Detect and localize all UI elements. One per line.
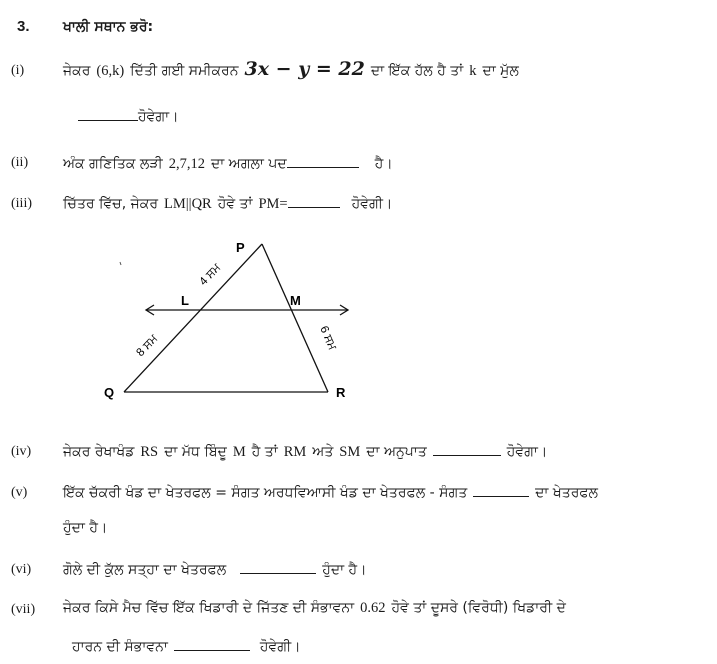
stray-mark	[120, 262, 121, 265]
item-vi-text-2: ਹੁੰਦਾ ਹੈ।	[322, 562, 367, 578]
item-label-vi: (vi)	[11, 562, 32, 577]
side-pr	[262, 244, 328, 392]
item-i-text-1: ਜੇਕਰ	[63, 63, 91, 79]
item-iv-text-4: ਅਤੇ	[312, 444, 334, 460]
item-iv-text-5: ਦਾ ਅਨੁਪਾਤ	[366, 444, 427, 460]
item-i-text-5: ਹੋਵੇਗਾ।	[138, 109, 179, 125]
answer-blank-vi[interactable]	[240, 560, 316, 574]
item-label-v: (v)	[11, 485, 28, 500]
vertex-p: P	[236, 240, 245, 255]
item-vii-probability: 0.62	[360, 600, 386, 616]
item-ii-text-3: ਹੈ।	[374, 156, 393, 172]
item-label-vii: (vii)	[11, 602, 36, 617]
item-ii-sequence: 2,7,12	[168, 156, 205, 172]
item-iv-text-6: ਹੋਵੇਗਾ।	[506, 444, 548, 460]
item-iv-text-2: ਦਾ ਮੱਧ ਬਿੰਦੂ	[164, 444, 227, 460]
point-l: L	[181, 293, 189, 308]
item-vii-line2	[72, 637, 301, 655]
item-i-point: (6,k)	[96, 63, 125, 79]
vertex-q: Q	[104, 385, 115, 400]
item-i-equation: 3x − y = 22	[244, 58, 365, 80]
item-iii-text-1: ਚਿੱਤਰ ਵਿੱਚ, ਜੇਕਰ	[63, 196, 159, 212]
item-label-ii: (ii)	[11, 155, 29, 170]
side-pq	[124, 244, 262, 392]
item-iv-rs: RS	[140, 444, 159, 460]
item-iv-m: M	[232, 444, 246, 460]
item-ii-text-2: ਦਾ ਅਗਲਾ ਪਦ	[210, 156, 287, 172]
item-iv-sm: SM	[339, 444, 361, 460]
item-i-text-2: ਦਿੱਤੀ ਗਈ ਸਮੀਕਰਨ	[130, 63, 239, 79]
answer-blank-iv[interactable]	[433, 442, 501, 456]
item-iii-text-3: ਹੋਵੇਗੀ।	[351, 196, 393, 212]
side-pl-length: 4 ਸਮ	[197, 261, 224, 289]
item-iii-text-2: ਹੋਵੇ ਤਾਂ	[217, 196, 253, 212]
item-label-i: (i)	[11, 63, 25, 78]
item-v-line1	[63, 483, 598, 501]
question-title: ਖਾਲੀ ਸਥਾਨ ਭਰੋ:	[63, 19, 154, 35]
item-i-text-3: ਦਾ ਇੱਕ ਹੱਲ ਹੈ ਤਾਂ	[370, 63, 464, 79]
item-iii-pm: PM=	[258, 196, 288, 212]
item-vii-text-3: ਹਾਰਨ ਦੀ ਸੰਭਾਵਨਾ	[72, 639, 168, 655]
vertex-r: R	[336, 385, 346, 400]
item-i-variable: k	[469, 63, 477, 79]
item-vii-line1	[63, 600, 566, 617]
side-mr-length: 6 ਸਮ	[317, 324, 339, 352]
item-vi-line	[63, 560, 367, 578]
item-label-iii: (iii)	[11, 196, 32, 211]
question-number: 3.	[17, 18, 30, 35]
side-lq-length: 8 ਸਮ	[134, 332, 161, 360]
item-v-text-1: ਇੱਕ ਚੱਕਰੀ ਖੰਡ ਦਾ ਖੇਤਰਫਲ = ਸੰਗਤ ਅਰਧਵਿਆਸੀ ਖੰਡ ਦਾ ਖੇਤਰਫਲ - ਸੰਗਤ	[63, 485, 468, 501]
item-iii-parallel: LM||QR	[164, 196, 212, 212]
answer-blank-vii[interactable]	[174, 637, 250, 651]
item-vi-text-1: ਗੋਲੇ ਦੀ ਕੁੱਲ ਸਤ੍ਹਾ ਦਾ ਖੇਤਰਫਲ	[63, 562, 227, 578]
point-m: M	[290, 293, 301, 308]
answer-blank-v[interactable]	[473, 483, 529, 497]
item-vii-text-1: ਜੇਕਰ ਕਿਸੇ ਮੈਚ ਵਿੱਚ ਇੱਕ ਖਿਡਾਰੀ ਦੇ ਜਿੱਤਣ ਦੀ ਸੰਭਾਵਨਾ	[63, 600, 355, 616]
item-vii-text-2: ਹੋਵੇ ਤਾਂ ਦੂਸਰੇ (ਵਿਰੋਧੀ) ਖਿਡਾਰੀ ਦੇ	[391, 600, 566, 616]
item-ii-text-1: ਅੰਕ ਗਣਿਤਿਕ ਲੜੀ	[63, 156, 163, 172]
item-label-iv: (iv)	[11, 444, 32, 459]
item-iv-text-3: ਹੈ ਤਾਂ	[251, 444, 278, 460]
item-iv-text-1: ਜੇਕਰ ਰੇਖਾਖੰਡ	[63, 444, 135, 460]
item-iv-rm: RM	[283, 444, 307, 460]
item-i-text-4: ਦਾ ਮੁੱਲ	[482, 63, 519, 79]
item-v-line2: ਹੁੰਦਾ ਹੈ।	[63, 520, 108, 536]
item-v-text-2: ਦਾ ਖੇਤਰਫਲ	[535, 485, 599, 501]
item-iv-line	[63, 442, 547, 461]
item-vii-text-4: ਹੋਵੇਗੀ।	[259, 639, 301, 655]
